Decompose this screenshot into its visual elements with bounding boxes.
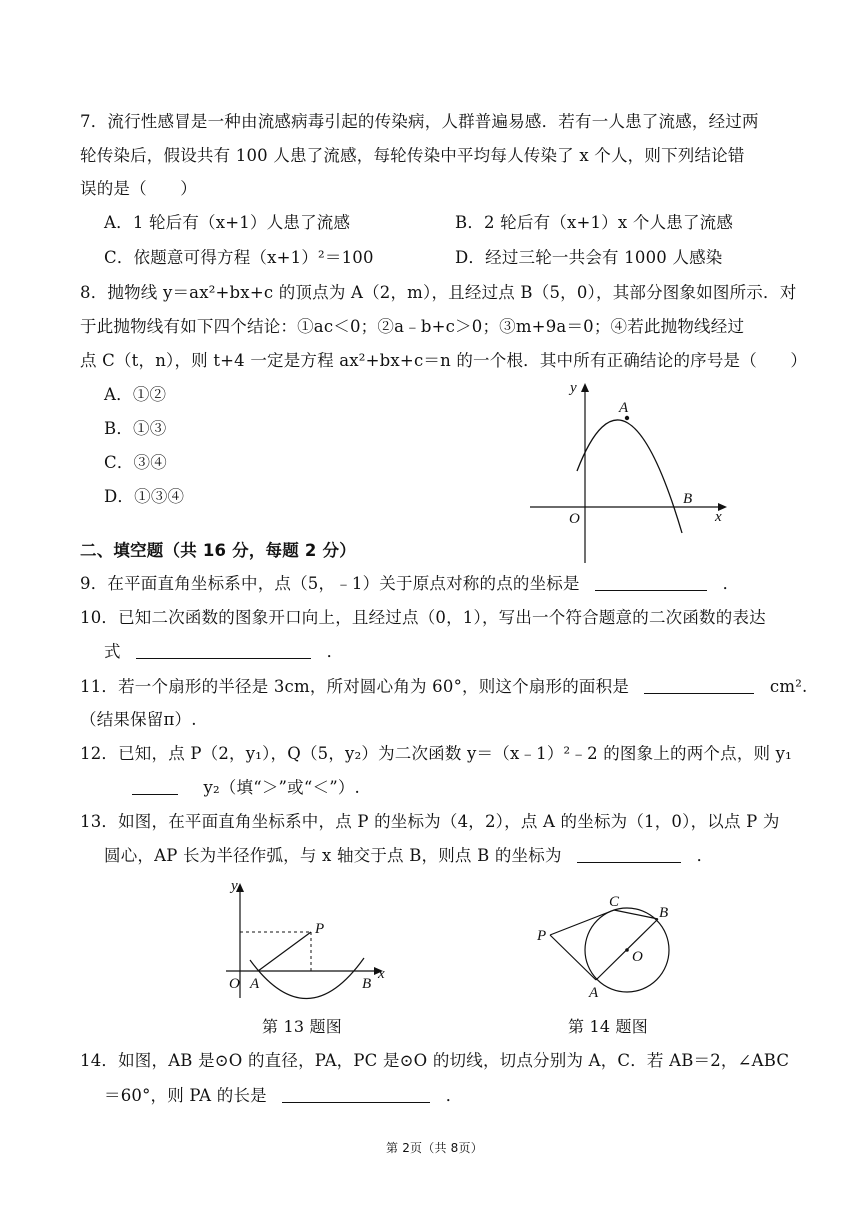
fig13-origin-label: O <box>229 976 240 992</box>
q13-line2 <box>104 845 713 867</box>
q13-period: ． <box>696 846 714 865</box>
q7-option-b: B．2 轮后有（x+1）x 个人患了流感 <box>455 213 734 232</box>
q12-text: y₂（填“＞”或“＜”）. <box>203 778 360 797</box>
fig14-a-label: A <box>589 985 599 1001</box>
fig14-chord-cb <box>614 910 658 919</box>
q10-text: 式 <box>104 642 121 661</box>
fig14-b-label: B <box>659 905 669 921</box>
q12-answer-blank[interactable] <box>132 778 178 795</box>
q7-option-a: A．1 轮后有（x+1）人患了流感 <box>104 213 351 232</box>
q8-vertex-label: A <box>619 400 629 416</box>
q8-vertex-dot <box>625 416 629 420</box>
fig13-segment-ap <box>258 932 311 971</box>
q7-option-d: D．经过三轮一共会有 1000 人感染 <box>455 248 723 267</box>
q8-option-d: D．①③④ <box>104 487 185 506</box>
fig14-caption: 第 14 题图 <box>568 1017 648 1036</box>
section-2-heading: 二、填空题（共 16 分，每题 2 分） <box>80 541 356 560</box>
q13-text: 圆心，AP 长为半径作弧，与 x 轴交于点 B，则点 B 的坐标为 <box>104 846 562 865</box>
q10-line2 <box>104 641 343 663</box>
fig13-y-label: y <box>231 878 238 894</box>
q12-line2 <box>132 777 360 799</box>
q11-line2: （结果保留π）. <box>80 710 197 729</box>
q8-origin-label: O <box>569 511 580 527</box>
fig14-tangent-pc <box>550 910 614 935</box>
q8-line1: 8．抛物线 y＝ax²+bx+c 的顶点为 A（2，m），且经过点 B（5，0），其部分图象如图所示．对 <box>80 283 797 302</box>
q7-line3: 误的是（ ） <box>80 179 197 198</box>
q9-answer-blank[interactable] <box>595 574 707 591</box>
q10-answer-blank[interactable] <box>136 642 311 659</box>
fig14-tangent-pa <box>550 935 596 980</box>
fig13-b-label: B <box>362 976 372 992</box>
q11-text: 11．若一个扇形的半径是 3cm，所对圆心角为 60°，则这个扇形的面积是 <box>80 677 630 696</box>
q9-text: 9．在平面直角坐标系中，点（5，﹣1）关于原点对称的点的坐标是 <box>80 574 580 593</box>
fig14-o-label: O <box>632 949 643 965</box>
q13-line1: 13．如图，在平面直角坐标系中，点 P 的坐标为（4，2），点 A 的坐标为（1，0），以点 P 为 <box>80 812 780 831</box>
q8-option-b: B．①③ <box>104 419 167 438</box>
q7-line2: 轮传染后，假设共有 100 人患了流感，每轮传染中平均每人传染了 x 个人，则下列结论错 <box>80 146 745 165</box>
q11-line1 <box>80 676 807 698</box>
q14-answer-blank[interactable] <box>282 1086 430 1103</box>
q8-y-label: y <box>570 380 577 396</box>
q8-point-b-label: B <box>683 491 693 507</box>
fig13-diagram <box>220 870 400 1005</box>
q7-line1: 7．流行性感冒是一种由流感病毒引起的传染病，人群普遍易感．若有一人患了流感，经过两 <box>80 112 759 131</box>
q10-line1: 10．已知二次函数的图象开口向上，且经过点（0，1），写出一个符合题意的二次函数的表达 <box>80 608 766 627</box>
fig13-caption: 第 13 题图 <box>262 1017 342 1036</box>
q8-parabola-curve <box>577 420 682 533</box>
q14-line1: 14．如图，AB 是⊙O 的直径，PA，PC 是⊙O 的切线，切点分别为 A，C．若 AB＝2，∠ABC <box>80 1051 790 1070</box>
q9-period: ． <box>722 574 740 593</box>
q8-option-c: C．③④ <box>104 453 167 472</box>
fig14-p-label: P <box>537 928 547 944</box>
q13-answer-blank[interactable] <box>577 846 681 863</box>
q8-option-a: A．①② <box>104 385 167 404</box>
fig13-p-label: P <box>315 921 325 937</box>
fig14-center-dot <box>625 948 629 952</box>
fig13-a-label: A <box>250 976 260 992</box>
q8-y-arrow <box>581 383 589 392</box>
q10-period: ． <box>326 642 344 661</box>
fig14-c-label: C <box>609 895 620 910</box>
page-footer: 第 2页（共 8页） <box>386 1141 483 1155</box>
fig13-x-label: x <box>378 966 385 982</box>
q8-line2: 于此抛物线有如下四个结论：①ac＜0；②a﹣b+c＞0；③m+9a＝0；④若此抛物线经过 <box>80 317 745 336</box>
q11-answer-blank[interactable] <box>644 677 754 694</box>
q9-line1 <box>80 573 739 595</box>
q14-text: ＝60°，则 PA 的长是 <box>104 1086 267 1105</box>
q11-unit: cm². <box>769 677 808 696</box>
fig14-diagram <box>530 895 680 1005</box>
q12-line1: 12．已知，点 P（2，y₁），Q（5，y₂）为二次函数 y＝（x﹣1）²﹣2 的图象上的两个点，则 y₁ <box>80 744 792 763</box>
q8-parabola-graph <box>525 375 740 570</box>
q14-period: ． <box>445 1086 463 1105</box>
q8-x-label: x <box>715 509 722 525</box>
q14-line2 <box>104 1085 462 1107</box>
q8-line3: 点 C（t，n），则 t+4 一定是方程 ax²+bx+c＝n 的一个根．其中所有正确结论的序号是（ ） <box>80 351 808 370</box>
q7-option-c: C．依题意可得方程（x+1）²＝100 <box>104 248 374 267</box>
